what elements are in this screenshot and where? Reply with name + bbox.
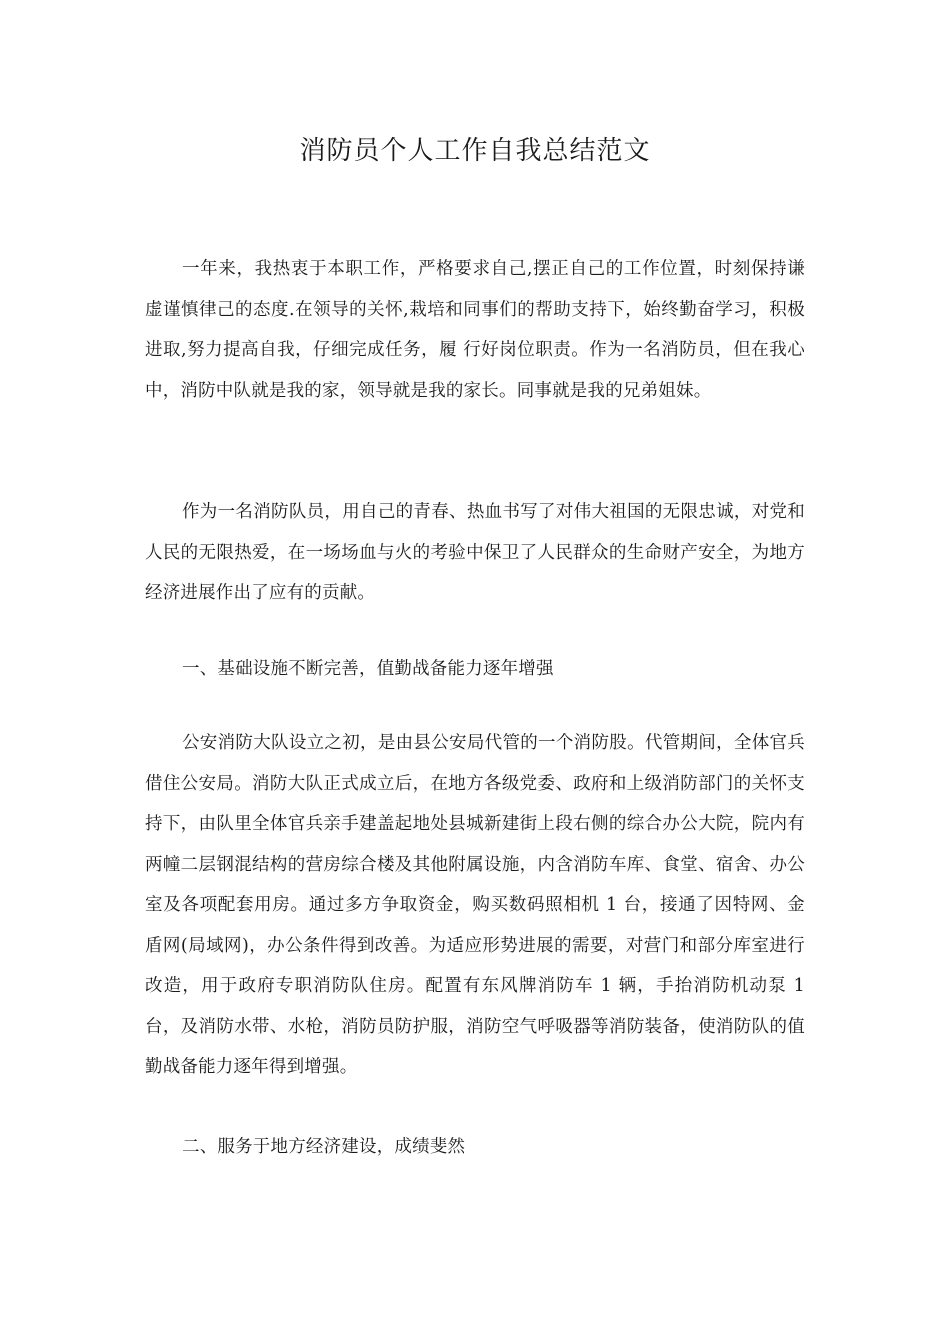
paragraph-dedication: 作为一名消防队员，用自己的青春、热血书写了对伟大祖国的无限忠诚，对党和人民的无限热爱，在一场场血与火的考验中保卫了人民群众的生命财产安全，为地方经济进展作出了应有的贡献。 xyxy=(145,502,805,603)
paragraph-intro: 一年来，我热衷于本职工作，严格要求自己,摆正自己的工作位置，时刻保持谦 虚谨慎律己的态度.在领导的关怀,栽培和同事们的帮助支持下，始终勤奋学习，积极进取,努力提高自我，仔细完成任务，履 行好岗位职责。作为一名消防员，但在我心中，消防中队就是我的家，领导就是我的家长。同事就是我的兄弟姐妹。 xyxy=(145,259,805,401)
section-heading-economy: 二、服务于地方经济建设，成绩斐然 xyxy=(182,1137,466,1157)
paragraph-infrastructure: 公安消防大队设立之初，是由县公安局代管的一个消防股。代管期间，全体官兵借住公安局。消防大队正式成立后，在地方各级党委、政府和上级消防部门的关怀支持下，由队里全体官兵亲手建盖起地处县城新建街上段右侧的综合办公大院，院内有两幢二层钢混结构的营房综合楼及其他附属设施，内含消防车库、食堂、宿舍、办公室及各项配套用房。通过多方争取资金，购买数码照相机 1 台，接通了因特网、金盾网(局域网)，办公条件得到改善。为适应形势进展的需要，对营门和部分库室进行改造，用于政府专职消防队住房。配置有东风牌消防车 1 辆，手抬消防机动泵 1 台，及消防水带、水枪，消防员防护服，消防空气呼吸器等消防装备，使消防队的值勤战备能力逐年得到增强。 xyxy=(145,733,805,1077)
document-title: 消防员个人工作自我总结范文 xyxy=(299,136,651,166)
section-heading-infrastructure: 一、基础设施不断完善，值勤战备能力逐年增强 xyxy=(182,659,554,679)
